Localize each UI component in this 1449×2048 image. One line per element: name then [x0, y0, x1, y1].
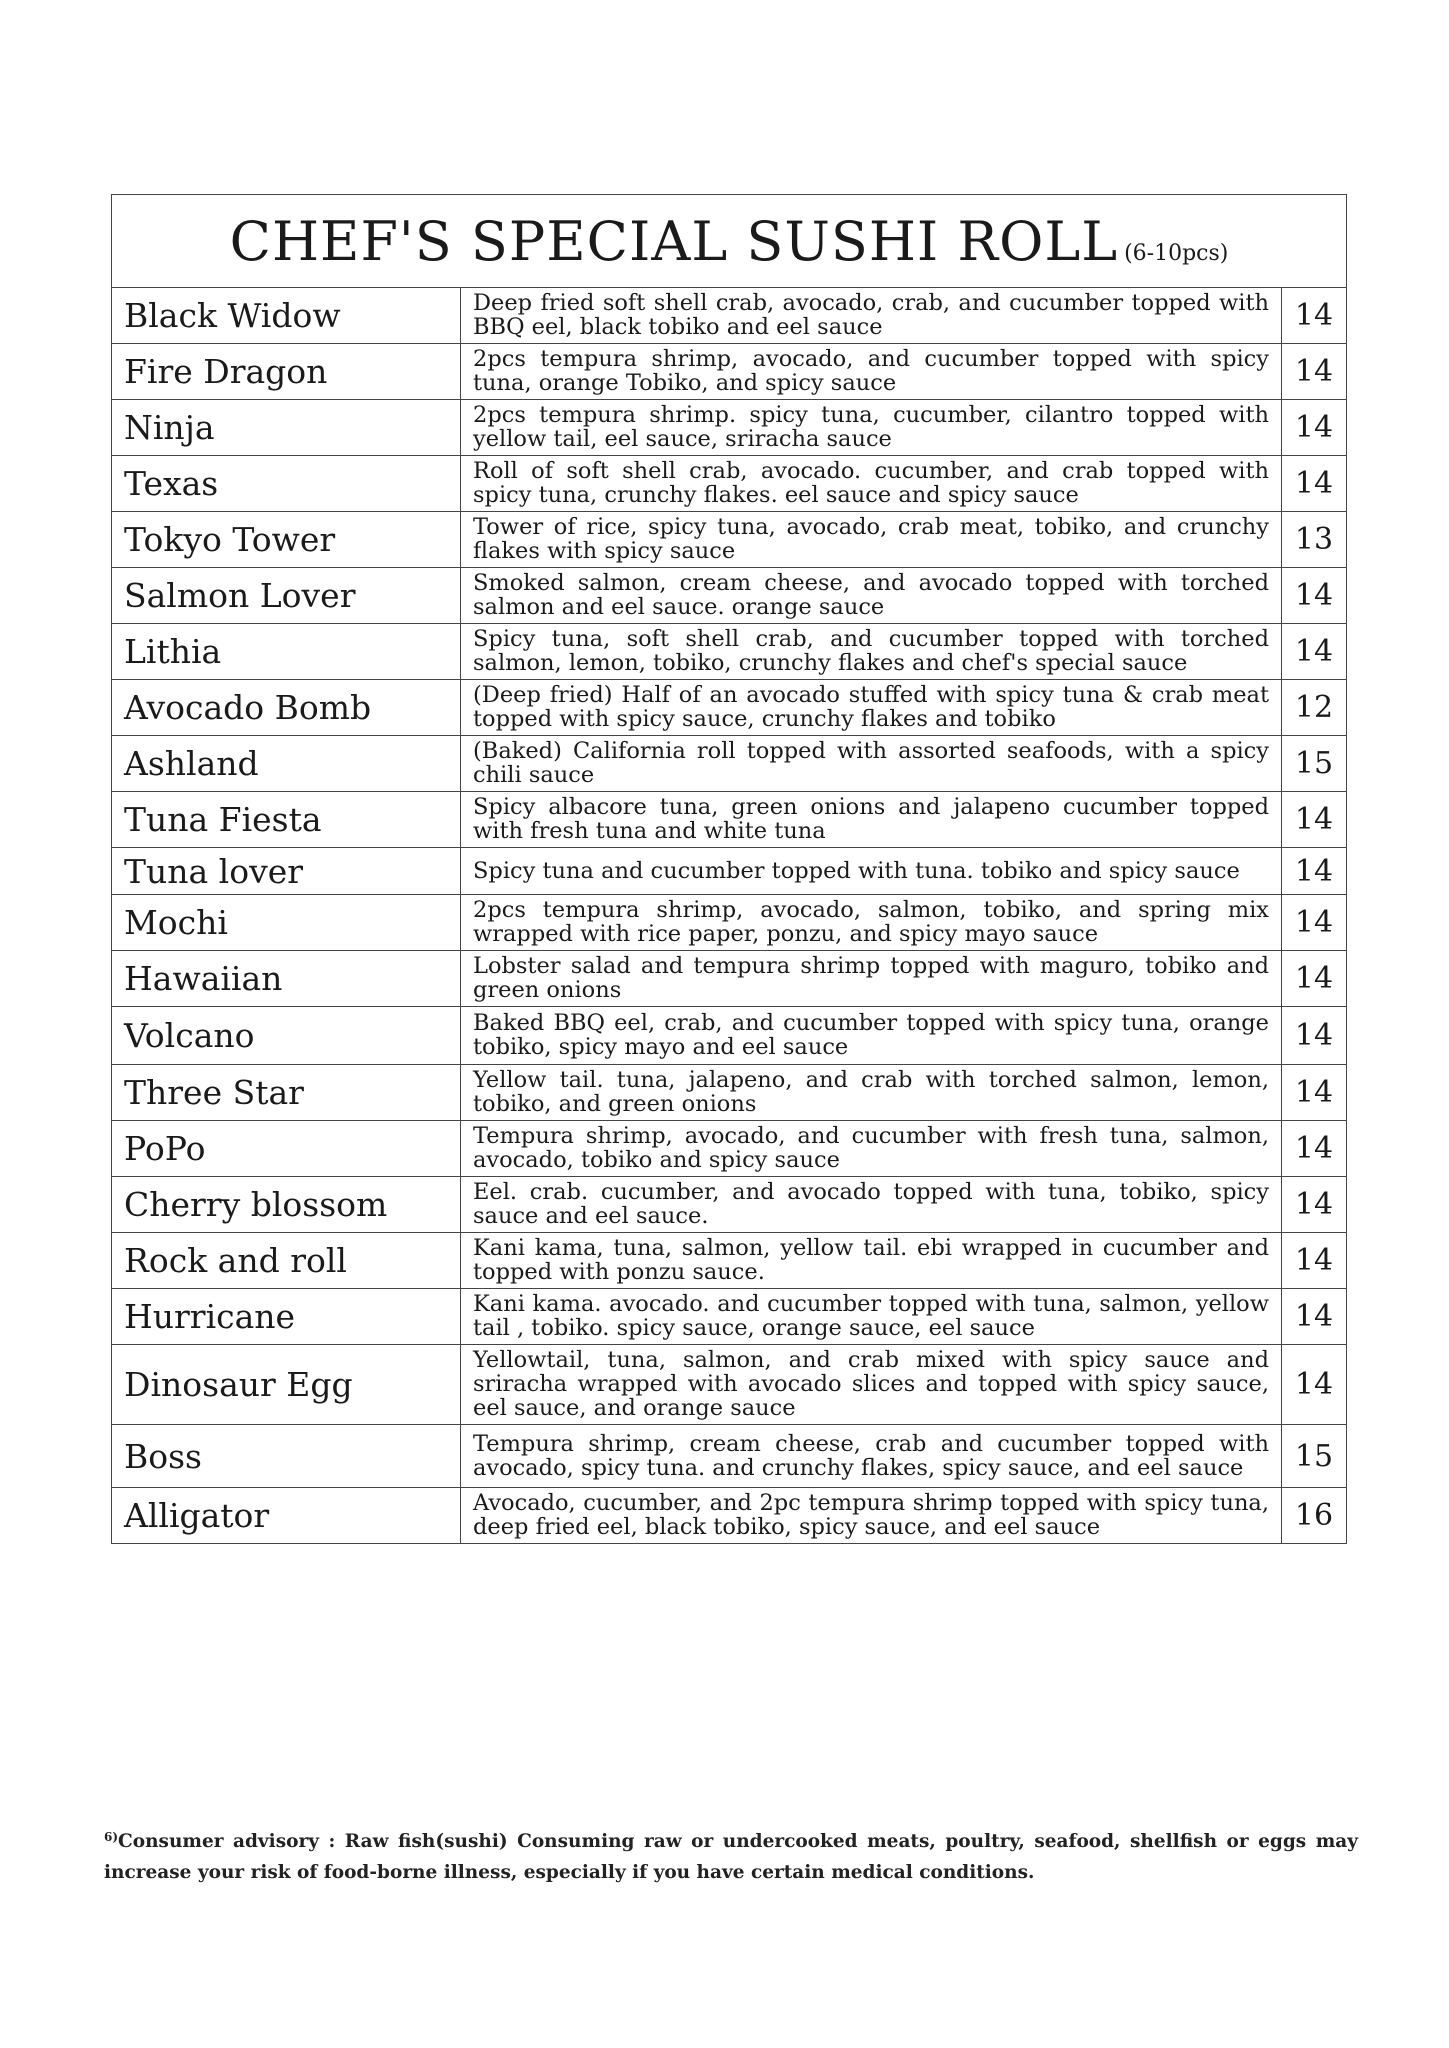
roll-name: Ashland [112, 736, 461, 792]
roll-price: 14 [1282, 456, 1347, 512]
roll-name: Hurricane [112, 1289, 461, 1345]
menu-row [112, 288, 1347, 344]
menu-row [112, 344, 1347, 400]
menu-row [112, 1488, 1347, 1544]
roll-price: 14 [1282, 1345, 1347, 1425]
roll-name: Volcano [112, 1007, 461, 1065]
menu-table [111, 194, 1347, 1544]
menu-row [112, 400, 1347, 456]
roll-description: Avocado, cucumber, and 2pc tempura shrimp topped with spicy tuna, deep fried eel, black tobiko, spicy sauce, and eel sauce [461, 1488, 1282, 1544]
roll-name: Avocado Bomb [112, 680, 461, 736]
menu-title: CHEF'S SPECIAL SUSHI ROLL [229, 209, 1119, 273]
roll-description: Baked BBQ eel, crab, and cucumber topped with spicy tuna, orange tobiko, spicy mayo and eel sauce [461, 1007, 1282, 1065]
roll-price: 14 [1282, 792, 1347, 848]
roll-price: 13 [1282, 512, 1347, 568]
menu-row [112, 848, 1347, 895]
roll-price: 14 [1282, 1007, 1347, 1065]
roll-description: Lobster salad and tempura shrimp topped with maguro, tobiko and green onions [461, 951, 1282, 1007]
roll-description: Spicy tuna and cucumber topped with tuna. tobiko and spicy sauce [461, 848, 1282, 895]
roll-description: Yellow tail. tuna, jalapeno, and crab with torched salmon, lemon, tobiko, and green onions [461, 1065, 1282, 1121]
roll-price: 14 [1282, 624, 1347, 680]
menu-body [112, 288, 1347, 1544]
menu-title-cell [112, 195, 1347, 288]
roll-name: Cherry blossom [112, 1177, 461, 1233]
roll-description: Roll of soft shell crab, avocado. cucumber, and crab topped with spicy tuna, crunchy flakes. eel sauce and spicy sauce [461, 456, 1282, 512]
roll-name: Dinosaur Egg [112, 1345, 461, 1425]
menu-row [112, 624, 1347, 680]
menu-header-row [112, 195, 1347, 288]
advisory-marker: 6) [104, 1830, 119, 1844]
roll-name: Alligator [112, 1488, 461, 1544]
roll-description: 2pcs tempura shrimp. spicy tuna, cucumber, cilantro topped with yellow tail, eel sauce, sriracha sauce [461, 400, 1282, 456]
consumer-advisory [104, 1822, 1358, 1888]
roll-description: 2pcs tempura shrimp, avocado, salmon, tobiko, and spring mix wrapped with rice paper, ponzu, and spicy mayo sauce [461, 895, 1282, 951]
roll-description: Spicy albacore tuna, green onions and jalapeno cucumber topped with fresh tuna and white tuna [461, 792, 1282, 848]
roll-name: Tokyo Tower [112, 512, 461, 568]
roll-name: Fire Dragon [112, 344, 461, 400]
menu-row [112, 1233, 1347, 1289]
roll-description: Yellowtail, tuna, salmon, and crab mixed with spicy sauce and sriracha wrapped with avocado slices and topped with spicy sauce, eel sauce, and orange sauce [461, 1345, 1282, 1425]
roll-price: 14 [1282, 568, 1347, 624]
roll-name: Ninja [112, 400, 461, 456]
roll-price: 14 [1282, 1233, 1347, 1289]
roll-description: Smoked salmon, cream cheese, and avocado topped with torched salmon and eel sauce. orange sauce [461, 568, 1282, 624]
roll-description: Tempura shrimp, cream cheese, crab and cucumber topped with avocado, spicy tuna. and crunchy flakes, spicy sauce, and eel sauce [461, 1425, 1282, 1488]
menu-row [112, 1065, 1347, 1121]
roll-price: 14 [1282, 400, 1347, 456]
roll-name: Boss [112, 1425, 461, 1488]
roll-name: Hawaiian [112, 951, 461, 1007]
roll-price: 12 [1282, 680, 1347, 736]
roll-description: Eel. crab. cucumber, and avocado topped with tuna, tobiko, spicy sauce and eel sauce. [461, 1177, 1282, 1233]
menu-row [112, 895, 1347, 951]
roll-name: Lithia [112, 624, 461, 680]
roll-description: (Deep fried) Half of an avocado stuffed with spicy tuna & crab meat topped with spicy sauce, crunchy flakes and tobiko [461, 680, 1282, 736]
roll-name: Mochi [112, 895, 461, 951]
roll-price: 14 [1282, 344, 1347, 400]
roll-price: 14 [1282, 1121, 1347, 1177]
menu-row [112, 1177, 1347, 1233]
roll-name: Salmon Lover [112, 568, 461, 624]
roll-description: Tower of rice, spicy tuna, avocado, crab meat, tobiko, and crunchy flakes with spicy sauce [461, 512, 1282, 568]
roll-description: Tempura shrimp, avocado, and cucumber with fresh tuna, salmon, avocado, tobiko and spicy sauce [461, 1121, 1282, 1177]
roll-description: (Baked) California roll topped with assorted seafoods, with a spicy chili sauce [461, 736, 1282, 792]
roll-price: 14 [1282, 1289, 1347, 1345]
roll-description: Deep fried soft shell crab, avocado, crab, and cucumber topped with BBQ eel, black tobiko and eel sauce [461, 288, 1282, 344]
roll-name: Tuna Fiesta [112, 792, 461, 848]
roll-name: Rock and roll [112, 1233, 461, 1289]
roll-name: Texas [112, 456, 461, 512]
roll-description: Kani kama. avocado. and cucumber topped with tuna, salmon, yellow tail , tobiko. spicy sauce, orange sauce, eel sauce [461, 1289, 1282, 1345]
roll-description: Kani kama, tuna, salmon, yellow tail. ebi wrapped in cucumber and topped with ponzu sauce. [461, 1233, 1282, 1289]
menu-row [112, 1121, 1347, 1177]
menu-row [112, 1007, 1347, 1065]
roll-name: PoPo [112, 1121, 461, 1177]
menu-row [112, 568, 1347, 624]
roll-name: Black Widow [112, 288, 461, 344]
menu-row [112, 951, 1347, 1007]
roll-description: Spicy tuna, soft shell crab, and cucumber topped with torched salmon, lemon, tobiko, crunchy flakes and chef's special sauce [461, 624, 1282, 680]
roll-price: 15 [1282, 1425, 1347, 1488]
roll-price: 14 [1282, 288, 1347, 344]
menu-row [112, 792, 1347, 848]
roll-name: Three Star [112, 1065, 461, 1121]
menu-row [112, 736, 1347, 792]
roll-price: 14 [1282, 895, 1347, 951]
roll-price: 14 [1282, 1177, 1347, 1233]
menu-row [112, 512, 1347, 568]
roll-price: 14 [1282, 951, 1347, 1007]
menu-row [112, 1345, 1347, 1425]
menu-row [112, 680, 1347, 736]
menu-row [112, 1425, 1347, 1488]
roll-price: 14 [1282, 848, 1347, 895]
menu-subtitle: (6-10pcs) [1124, 240, 1229, 266]
roll-description: 2pcs tempura shrimp, avocado, and cucumber topped with spicy tuna, orange Tobiko, and spicy sauce [461, 344, 1282, 400]
menu-row [112, 1289, 1347, 1345]
roll-name: Tuna lover [112, 848, 461, 895]
menu-row [112, 456, 1347, 512]
advisory-text: Consumer advisory : Raw fish(sushi) Consuming raw or undercooked meats, poultry, seafood, shellfish or eggs may increase your risk of food-borne illness, especially if you have certain medical conditions. [104, 1831, 1358, 1883]
roll-price: 14 [1282, 1065, 1347, 1121]
roll-price: 15 [1282, 736, 1347, 792]
roll-price: 16 [1282, 1488, 1347, 1544]
